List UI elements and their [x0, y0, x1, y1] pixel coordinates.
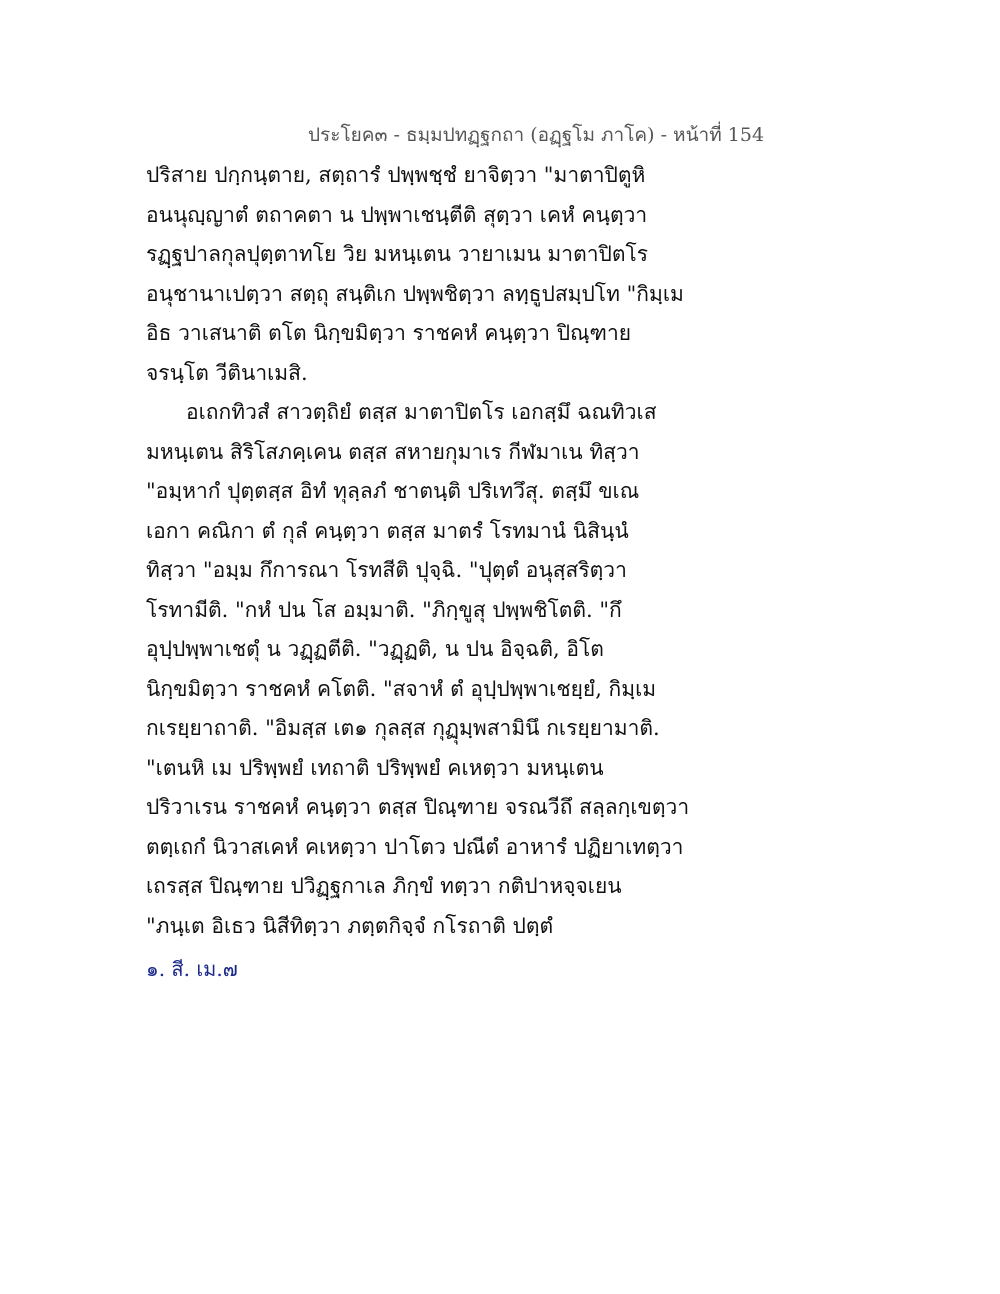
text-line-12: โรทามีติ. "กหํ ปน โส อมฺมาติ. "ภิกฺขูสุ ปพฺพชิโตติ. "กึ [146, 597, 622, 622]
text-line-9: "อมฺหากํ ปุตฺตสฺส อิทํ ทุลฺลภํ ชาตนฺติ ปริเทวึสุ. ตสฺมึ ขเณ [146, 479, 640, 503]
text-line-13: อุปฺปพฺพาเชตุํ น วฏฺฏตีติ. "วฏฺฏติ, น ปน อิจฺฉติ, อิโต [146, 637, 604, 661]
text-line-11: ทิสฺวา "อมฺม กึการณา โรทสีติ ปุจฺฉิ. "ปุตฺตํ อนุสฺสริตฺวา [146, 558, 627, 582]
text-line-4: อนุชานาเปตฺวา สตฺถุ สนฺติเก ปพฺพชิตฺวา ลทฺธูปสมฺปโท "กิมฺเม [146, 281, 684, 306]
footnote: ๑. สี. เม.๗ [146, 957, 238, 981]
text-line-2: อนนุญฺญาตํ ตถาคตา น ปพฺพาเชนฺตีติ สุตฺวา เคหํ คนฺตฺวา [146, 202, 648, 227]
text-line-17: ปริวาเรน ราชคหํ คนฺตฺวา ตสฺส ปิณฺฑาย จรณวีถึ สลฺลกฺเขตฺวา [146, 795, 690, 819]
text-line-18: ตตฺเถกํ นิวาสเคหํ คเหตฺวา ปาโตว ปณีตํ อาหารํ ปฏิยาเทตฺวา [146, 834, 684, 859]
page-header: ประโยค๓ - ธมฺมปทฏฺฐกถา (อฏฺฐโม ภาโค) - หน้าที่ 154 [308, 124, 765, 146]
text-line-1: ปริสาย ปกฺกนฺตาย, สตฺถารํ ปพฺพชฺชํ ยาจิตฺวา "มาตาปิตูหิ [146, 163, 646, 187]
text-line-8: มหนฺเตน สิริโสภคฺเคน ตสฺส สหายกุมาเร กีฬมาเน ทิสฺวา [146, 439, 640, 464]
text-line-10: เอกา คณิกา ตํ กุลํ คนฺตฺวา ตสฺส มาตรํ โรทมานํ นิสินฺนํ [146, 518, 629, 543]
text-line-5: อิธ วาเสนาติ ตโต นิกฺขมิตฺวา ราชคหํ คนฺตฺวา ปิณฺฑาย [146, 321, 632, 345]
text-line-6: จรนฺโต วีตินาเมสิ. [146, 360, 308, 385]
body-text [146, 156, 690, 946]
text-line-20: "ภนฺเต อิเธว นิสีทิตฺวา ภตฺตกิจฺจํ กโรถาติ ปตฺตํ [146, 913, 554, 938]
text-line-16: "เตนหิ เม ปริพฺพยํ เทถาติ ปริพฺพยํ คเหตฺวา มหนฺเตน [146, 755, 604, 780]
text-line-15: กเรยฺยาถาติ. "อิมสฺส เต๑ กุลสฺส กุฏุมฺพสามินึ กเรยฺยามาติ. [146, 716, 660, 740]
text-line-14: นิกฺขมิตฺวา ราชคหํ คโตติ. "สจาหํ ตํ อุปฺปพฺพาเชยฺยํ, กิมฺเม [146, 676, 657, 701]
text-line-19: เถรสฺส ปิณฺฑาย ปวิฏฺฐกาเล ภิกฺขํ ทตฺวา กติปาหจฺจเยน [146, 874, 622, 898]
text-line-3: รฏฺฐปาลกุลปุตฺตาทโย วิย มหนฺเตน วายาเมน มาตาปิตโร [146, 242, 649, 266]
text-line-7-paragraph-start: อเถกทิวสํ สาวตฺถิยํ ตสฺส มาตาปิตโร เอกสฺมึ ฉณทิวเส [186, 400, 657, 424]
